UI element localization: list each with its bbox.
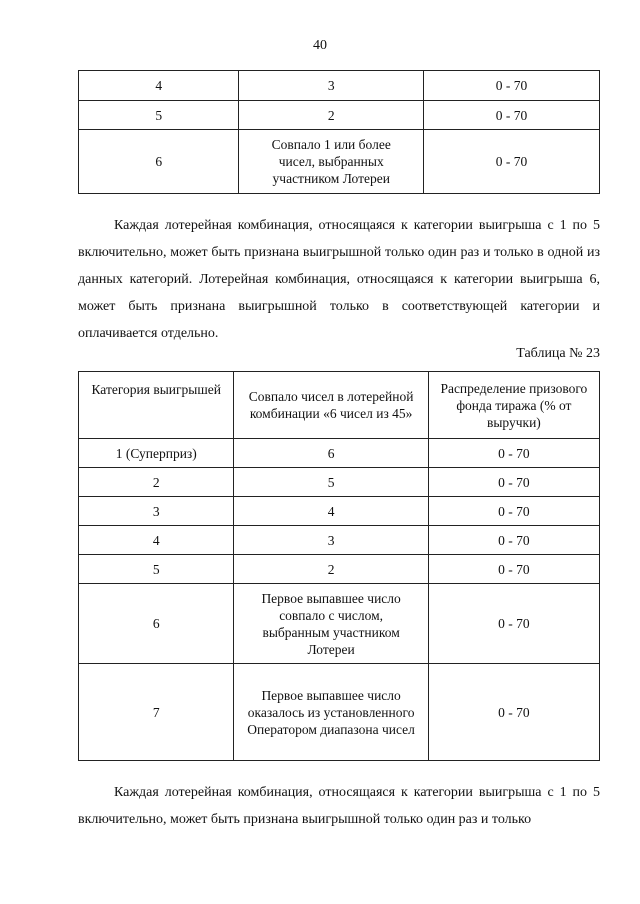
table-row bbox=[79, 101, 600, 130]
prize-table-continued bbox=[78, 70, 600, 194]
table-cell-matches: 2 bbox=[234, 555, 428, 584]
table-cell-category: 7 bbox=[79, 664, 234, 761]
table-row bbox=[79, 439, 600, 468]
page-number: 40 bbox=[313, 38, 327, 53]
table-row bbox=[79, 664, 600, 761]
table-cell-category: 6 bbox=[79, 584, 234, 664]
table-row bbox=[79, 497, 600, 526]
table-cell-matches: Первое выпавшее число оказалось из установленного Оператором диапазона чисел bbox=[234, 664, 428, 761]
header-distribution: Распределение призового фонда тиража (% от выручки) bbox=[428, 372, 599, 439]
table-cell-distribution: 0 - 70 bbox=[428, 584, 599, 664]
table-row bbox=[79, 584, 600, 664]
table-cell-matches: 3 bbox=[239, 71, 424, 101]
paragraph bbox=[78, 212, 600, 347]
table-cell-matches: 2 bbox=[239, 101, 424, 130]
table-cell-category: 3 bbox=[79, 497, 234, 526]
table-cell-distribution: 0 - 70 bbox=[428, 497, 599, 526]
table-cell-matches: 3 bbox=[234, 526, 428, 555]
table-cell-distribution: 0 - 70 bbox=[424, 130, 600, 194]
table-cell-category: 5 bbox=[79, 555, 234, 584]
table-cell-distribution: 0 - 70 bbox=[428, 526, 599, 555]
prize-table-23 bbox=[78, 371, 600, 761]
table-row bbox=[79, 468, 600, 497]
table-cell-category: 4 bbox=[79, 71, 239, 101]
header-category: Категория выигрышей bbox=[79, 372, 234, 439]
table-row bbox=[79, 526, 600, 555]
table-cell-matches: 6 bbox=[234, 439, 428, 468]
table-cell-distribution: 0 - 70 bbox=[424, 101, 600, 130]
table-header-row bbox=[79, 372, 600, 439]
table-cell-matches: 5 bbox=[234, 468, 428, 497]
table-cell-matches: Совпало 1 или более чисел, выбранных участником Лотереи bbox=[239, 130, 424, 194]
table-row bbox=[79, 555, 600, 584]
table-cell-distribution: 0 - 70 bbox=[424, 71, 600, 101]
table-cell-distribution: 0 - 70 bbox=[428, 555, 599, 584]
paragraph-text: Каждая лотерейная комбинация, относящаяся к категории выигрыша с 1 по 5 включительно, может быть признана выигрышной только один раз и только в одной из данных категорий. Лотерейная комбинация, относящаяся к категории выигрыша 6, может быть признана выигрышной только в соответствующей категории и оплачивается отдельно. bbox=[78, 218, 600, 341]
table-cell-matches: 4 bbox=[234, 497, 428, 526]
table-cell-distribution: 0 - 70 bbox=[428, 468, 599, 497]
table-cell-category: 4 bbox=[79, 526, 234, 555]
table-cell-category: 1 (Суперприз) bbox=[79, 439, 234, 468]
table-cell-category: 2 bbox=[79, 468, 234, 497]
paragraph-text: Каждая лотерейная комбинация, относящаяся к категории выигрыша с 1 по 5 включительно, может быть признана выигрышной только один раз и только bbox=[78, 785, 600, 827]
table-cell-distribution: 0 - 70 bbox=[428, 664, 599, 761]
header-matches: Совпало чисел в лотерейной комбинации «6 чисел из 45» bbox=[234, 372, 428, 439]
table-cell-distribution: 0 - 70 bbox=[428, 439, 599, 468]
paragraph bbox=[78, 779, 600, 833]
table-row bbox=[79, 71, 600, 101]
table-cell-matches: Первое выпавшее число совпало с числом, выбранным участником Лотереи bbox=[234, 584, 428, 664]
table-caption: Таблица № 23 bbox=[516, 346, 600, 361]
table-row bbox=[79, 130, 600, 194]
table-cell-category: 5 bbox=[79, 101, 239, 130]
table-cell-category: 6 bbox=[79, 130, 239, 194]
